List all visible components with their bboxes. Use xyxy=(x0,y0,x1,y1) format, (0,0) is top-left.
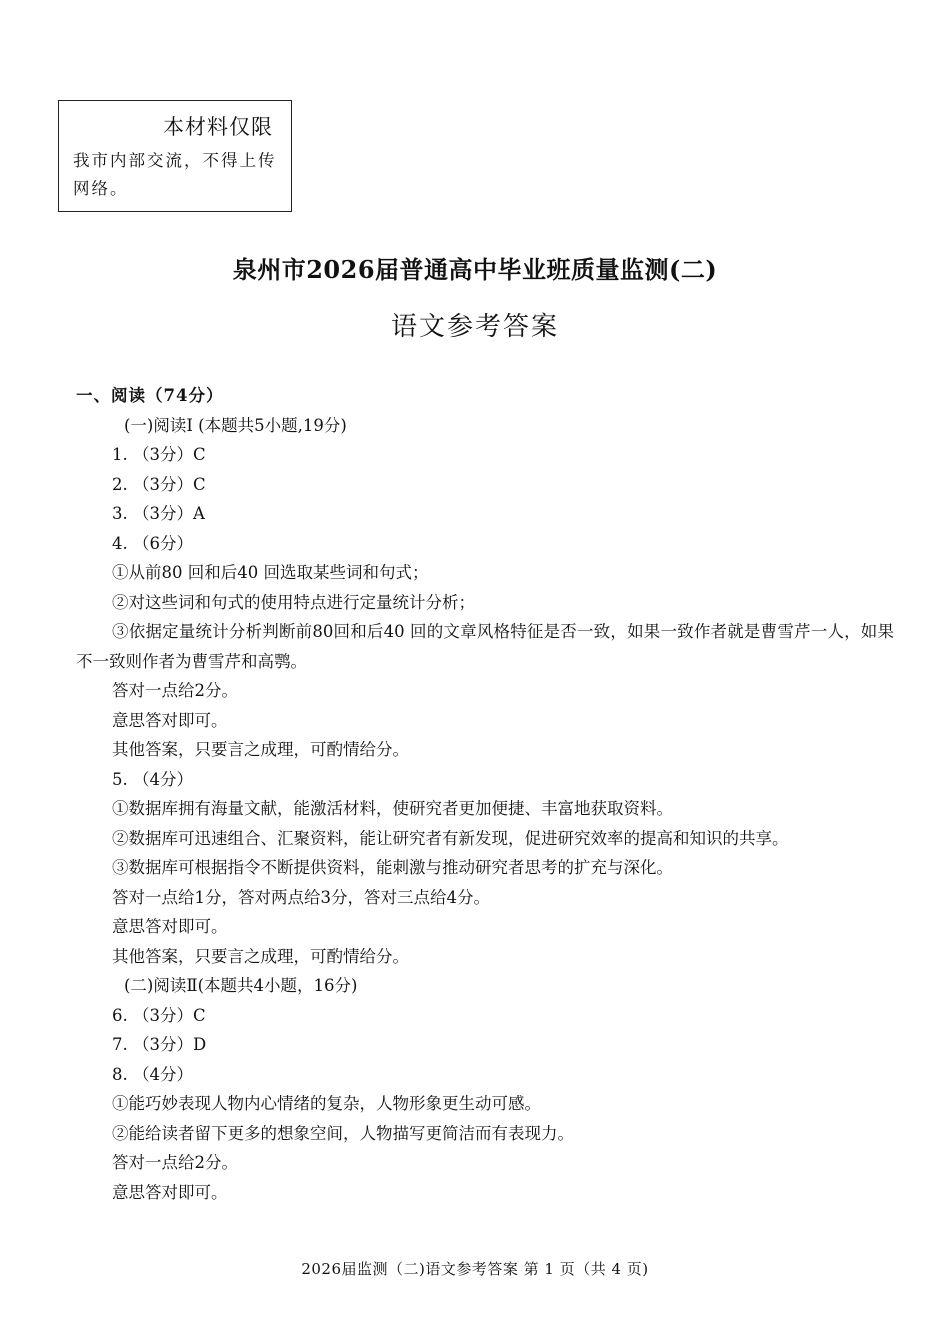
answer-q8-point-1: ①能巧妙表现人物内心情绪的复杂，人物形象更生动可感。 xyxy=(112,1094,541,1113)
answer-q7: 7. （3分）D xyxy=(112,1035,207,1054)
document-title: 泉州市2026届普通高中毕业班质量监测(二) xyxy=(232,255,718,284)
answer-q1: 1. （3分）C xyxy=(112,445,206,464)
answer-q8-meaning-note: 意思答对即可。 xyxy=(112,1182,228,1202)
section-heading-reading: 一、阅读（74分） xyxy=(76,386,224,405)
distribution-notice-box xyxy=(58,100,292,212)
answer-q3: 3. （3分）A xyxy=(112,504,205,523)
answer-q5-header: 5. （4分） xyxy=(112,769,193,789)
answer-q5-point-1: ①数据库拥有海量文献，能激活材料，使研究者更加便捷、丰富地获取资料。 xyxy=(112,799,673,818)
answer-content xyxy=(76,381,894,1207)
part-heading-reading-2: (二)阅读Ⅱ(本题共4小题，16分) xyxy=(124,976,358,995)
document-subtitle: 语文参考答案 xyxy=(390,312,559,342)
answer-q5-meaning-note: 意思答对即可。 xyxy=(112,917,228,936)
answer-q6: 6. （3分）C xyxy=(112,1005,206,1025)
answer-q4-scoring: 答对一点给2分。 xyxy=(112,681,238,700)
notice-body: 我市内部交流，不得上传网络。 xyxy=(73,151,277,198)
answer-q8-header: 8. （4分） xyxy=(112,1064,193,1084)
part-heading-reading-1: (一)阅读Ⅰ (本题共5小题,19分) xyxy=(124,415,347,435)
answer-q4-point-2: ②对这些词和句式的使用特点进行定量统计分析； xyxy=(112,592,475,612)
page-footer: 2026届监测（二)语文参考答案 第 1 页（共 4 页) xyxy=(301,1260,649,1278)
answer-q5-scoring: 答对一点给1分，答对两点给3分，答对三点给4分。 xyxy=(112,887,490,907)
answer-q4-point-3: ③依据定量统计分析判断前80回和后40 回的文章风格特征是否一致，如果一致作者就是曹雪芹一人，如果不一致则作者为曹雪芹和高鹗。 xyxy=(76,622,894,671)
answer-q8-scoring: 答对一点给2分。 xyxy=(112,1153,238,1172)
answer-q4-point-1: ①从前80 回和后40 回选取某些词和句式； xyxy=(112,563,429,582)
answer-q4-meaning-note: 意思答对即可。 xyxy=(112,710,228,730)
answer-q5-point-2: ②数据库可迅速组合、汇聚资料，能让研究者有新发现，促进研究效率的提高和知识的共享。 xyxy=(112,828,789,848)
notice-title: 本材料仅限 xyxy=(163,115,273,139)
answer-q2: 2. （3分）C xyxy=(112,474,206,494)
answer-q4-header: 4. （6分） xyxy=(112,533,193,553)
answer-q4-other-note: 其他答案，只要言之成理，可酌情给分。 xyxy=(112,740,409,759)
answer-q8-point-2: ②能给读者留下更多的想象空间，人物描写更简洁而有表现力。 xyxy=(112,1123,574,1143)
answer-q5-point-3: ③数据库可根据指令不断提供资料，能刺激与推动研究者思考的扩充与深化。 xyxy=(112,858,673,877)
answer-q5-other-note: 其他答案，只要言之成理，可酌情给分。 xyxy=(112,946,409,966)
